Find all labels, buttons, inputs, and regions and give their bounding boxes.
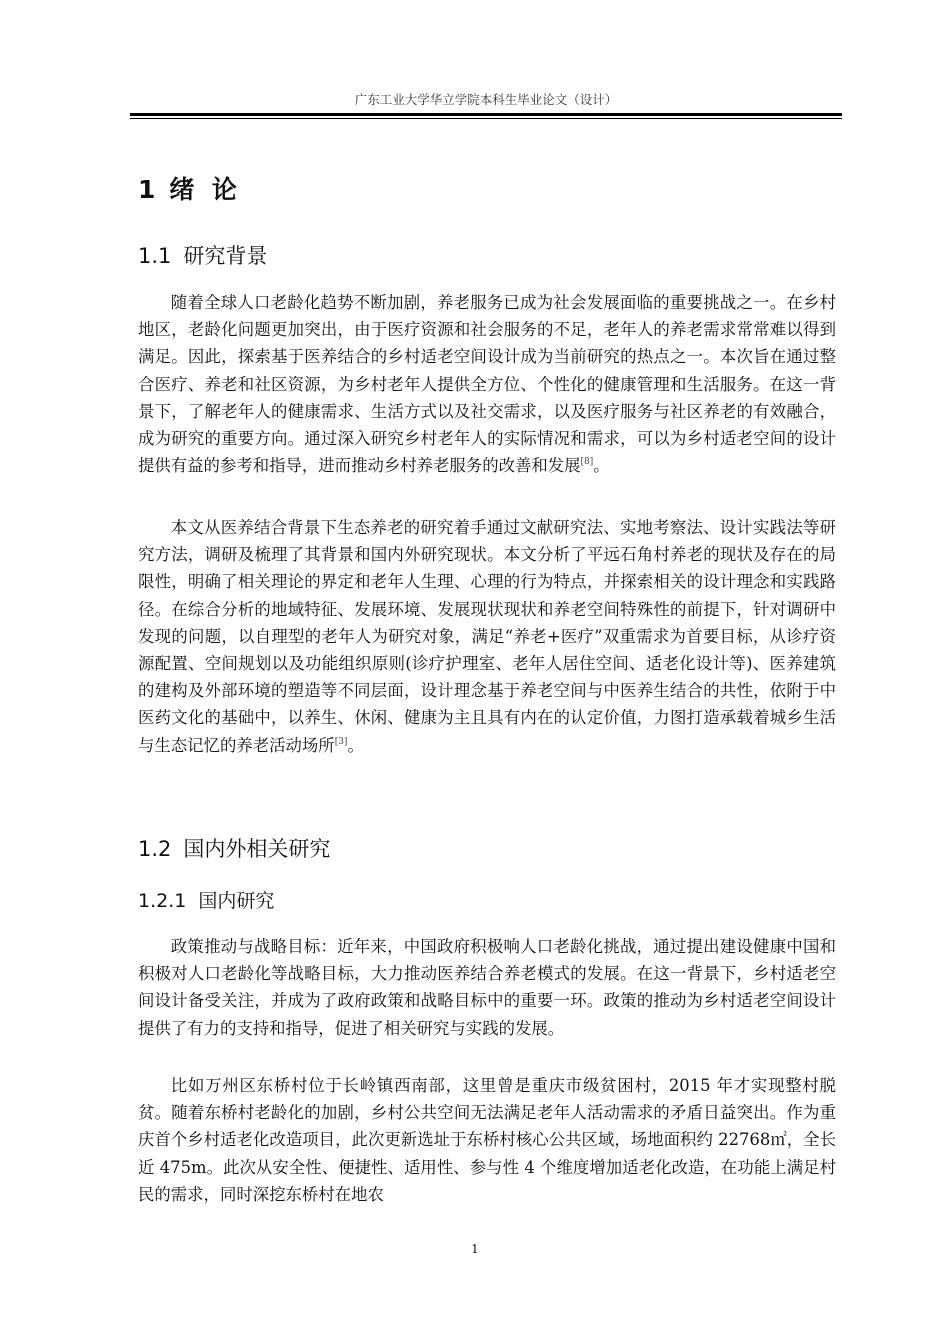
chapter-name: 绪 论	[169, 175, 237, 204]
chapter-title	[138, 170, 237, 206]
paragraph-text: 本文从医养结合背景下生态养老的研究着手通过文献研究法、实地考察法、设计实践法等研究方法，调研及梳理了其背景和国内外研究现状。本文分析了平远石角村养老的现状及存在的局限性，明确了相关理论的界定和老年人生理、心理的行为特点，并探索相关的设计理念和实践路径。在综合分析的地域特征、发展环境、发展现状现状和养老空间特殊性的前提下，针对调研中发现的问题，以自理型的老年人为研究对象，满足“养老+医疗”双重需求为首要目标，从诊疗资源配置、空间规划以及功能组织原则(诊疗护理室、老年人居住空间、适老化设计等)、医养建筑的建构及外部环境的塑造等不同层面，设计理念基于养老空间与中医养生结合的共性，依附于中医药文化的基础中，以养生、休闲、健康为主且具有内在的认定价值，力图打造承载着城乡生活与生态记忆的养老活动场所	[138, 518, 836, 755]
section-number: 1.1	[138, 244, 172, 268]
subsection-title: 国内研究	[198, 890, 275, 912]
subsection-number: 1.2.1	[138, 890, 187, 912]
body-paragraph-2	[138, 514, 836, 759]
chapter-number: 1	[138, 175, 156, 204]
body-paragraph-4: 比如万州区东桥村位于长岭镇西南部，这里曾是重庆市级贫困村，2015 年才实现整村脱贫。随着东桥村老龄化的加剧，乡村公共空间无法满足老年人活动需求的矛盾日益突出。作为重庆首个乡村适老化改造项目，此次更新选址于东桥村核心公共区域，场地面积约 22768㎡，全长近 475m。此次从安全性、便捷性、适用性、参与性 4 个维度增加适老化改造，在功能上满足村民的需求，同时深挖东桥村在地农	[138, 1076, 836, 1204]
citation-ref: [3]	[334, 736, 348, 747]
paragraph-end: 。	[347, 735, 364, 755]
body-paragraph-1	[138, 289, 836, 479]
header-rule-thick	[130, 113, 842, 116]
section-heading-1-1	[138, 240, 267, 270]
section-heading-1-2	[138, 833, 330, 863]
running-header: 广东工业大学华立学院本科生毕业论文（设计）	[354, 92, 618, 107]
paragraph-end: 。	[593, 456, 610, 476]
section-number: 1.2	[138, 837, 172, 861]
paragraph-text: 随着全球人口老龄化趋势不断加剧，养老服务已成为社会发展面临的重要挑战之一。在乡村地区，老龄化问题更加突出，由于医疗资源和社会服务的不足，老年人的养老需求常常难以得到满足。因此，探索基于医养结合的乡村适老空间设计成为当前研究的热点之一。本次旨在通过整合医疗、养老和社区资源，为乡村老年人提供全方位、个性化的健康管理和生活服务。在这一背景下，了解老年人的健康需求、生活方式以及社交需求，以及医疗服务与社区养老的有效融合，成为研究的重要方向。通过深入研究乡村老年人的实际情况和需求，可以为乡村适老空间的设计提供有益的参考和指导，进而推动乡村养老服务的改善和发展	[138, 293, 836, 476]
section-title: 国内外相关研究	[183, 837, 331, 861]
header-rule-thin	[130, 118, 842, 119]
section-title: 研究背景	[183, 244, 268, 268]
citation-ref: [8]	[580, 457, 594, 468]
body-paragraph-3: 政策推动与战略目标：近年来，中国政府积极响人口老龄化挑战，通过提出建设健康中国和积极对人口老龄化等战略目标，大力推动医养结合养老模式的发展。在这一背景下，乡村适老空间设计备受关注，并成为了政府政策和战略目标中的重要一环。政策的推动为乡村适老空间设计提供了有力的支持和指导，促进了相关研究与实践的发展。	[138, 937, 836, 1038]
page-number: 1	[471, 1242, 479, 1256]
subsection-heading-1-2-1	[138, 886, 274, 913]
